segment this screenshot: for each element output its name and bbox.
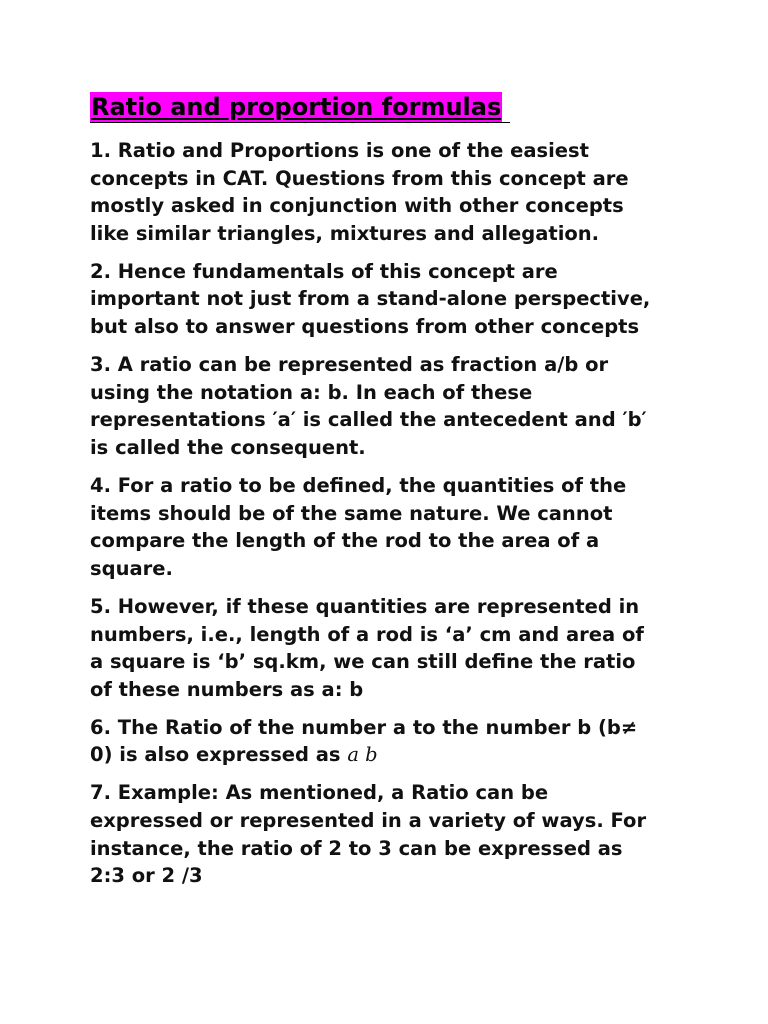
paragraph-line: 2:3 or 2 /3 bbox=[90, 864, 203, 888]
paragraph-2 bbox=[90, 258, 690, 341]
paragraph-line: numbers, i.e., length of a rod is ‘a’ cm and area of bbox=[90, 622, 644, 646]
paragraph-line: a square is ‘b’ sq.km, we can still define the ratio bbox=[90, 650, 636, 674]
paragraph-5 bbox=[90, 593, 690, 703]
paragraph-3 bbox=[90, 351, 690, 461]
paragraph-line: but also to answer questions from other concepts bbox=[90, 315, 640, 339]
paragraph-line: mostly asked in conjunction with other concepts bbox=[90, 194, 624, 218]
paragraph-line-text: 0) is also expressed as bbox=[90, 743, 348, 767]
paragraph-line: compare the length of the rod to the area of a bbox=[90, 529, 600, 553]
paragraph-4 bbox=[90, 472, 690, 582]
paragraph-1 bbox=[90, 137, 690, 247]
paragraph-line-with-math bbox=[90, 741, 690, 769]
paragraph-line: representations ′a′ is called the antecedent and ′b′ bbox=[90, 408, 647, 432]
page-title: Ratio and proportion formulas bbox=[91, 93, 502, 121]
document-page bbox=[90, 92, 690, 900]
paragraph-line: items should be of the same nature. We cannot bbox=[90, 501, 613, 525]
paragraph-line: 3. A ratio can be represented as fraction a/b or bbox=[90, 353, 609, 377]
paragraph-line: using the notation a: b. In each of these bbox=[90, 380, 533, 404]
paragraph-line: instance, the ratio of 2 to 3 can be expressed as bbox=[90, 836, 623, 860]
paragraph-line: 5. However, if these quantities are represented in bbox=[90, 594, 640, 618]
paragraph-6 bbox=[90, 714, 690, 769]
paragraph-line: square. bbox=[90, 556, 173, 580]
paragraph-line: concepts in CAT. Questions from this concept are bbox=[90, 166, 629, 190]
paragraph-line: important not just from a stand-alone perspective, bbox=[90, 287, 651, 311]
paragraph-line: 4. For a ratio to be defined, the quantities of the bbox=[90, 474, 627, 498]
paragraph-line: 7. Example: As mentioned, a Ratio can be bbox=[90, 781, 549, 805]
title-underline-rule bbox=[90, 92, 510, 123]
paragraph-line: like similar triangles, mixtures and allegation. bbox=[90, 221, 600, 245]
math-expression: a b bbox=[347, 743, 378, 767]
paragraph-line: 6. The Ratio of the number a to the number b (b≠ bbox=[90, 715, 638, 739]
paragraph-line: 2. Hence fundamentals of this concept are bbox=[90, 259, 558, 283]
paragraph-line: is called the consequent. bbox=[90, 435, 366, 459]
paragraph-line: expressed or represented in a variety of ways. For bbox=[90, 809, 647, 833]
paragraph-line: 1. Ratio and Proportions is one of the easiest bbox=[90, 139, 589, 162]
paragraph-7 bbox=[90, 779, 690, 889]
paragraph-line: of these numbers as a: b bbox=[90, 677, 364, 701]
